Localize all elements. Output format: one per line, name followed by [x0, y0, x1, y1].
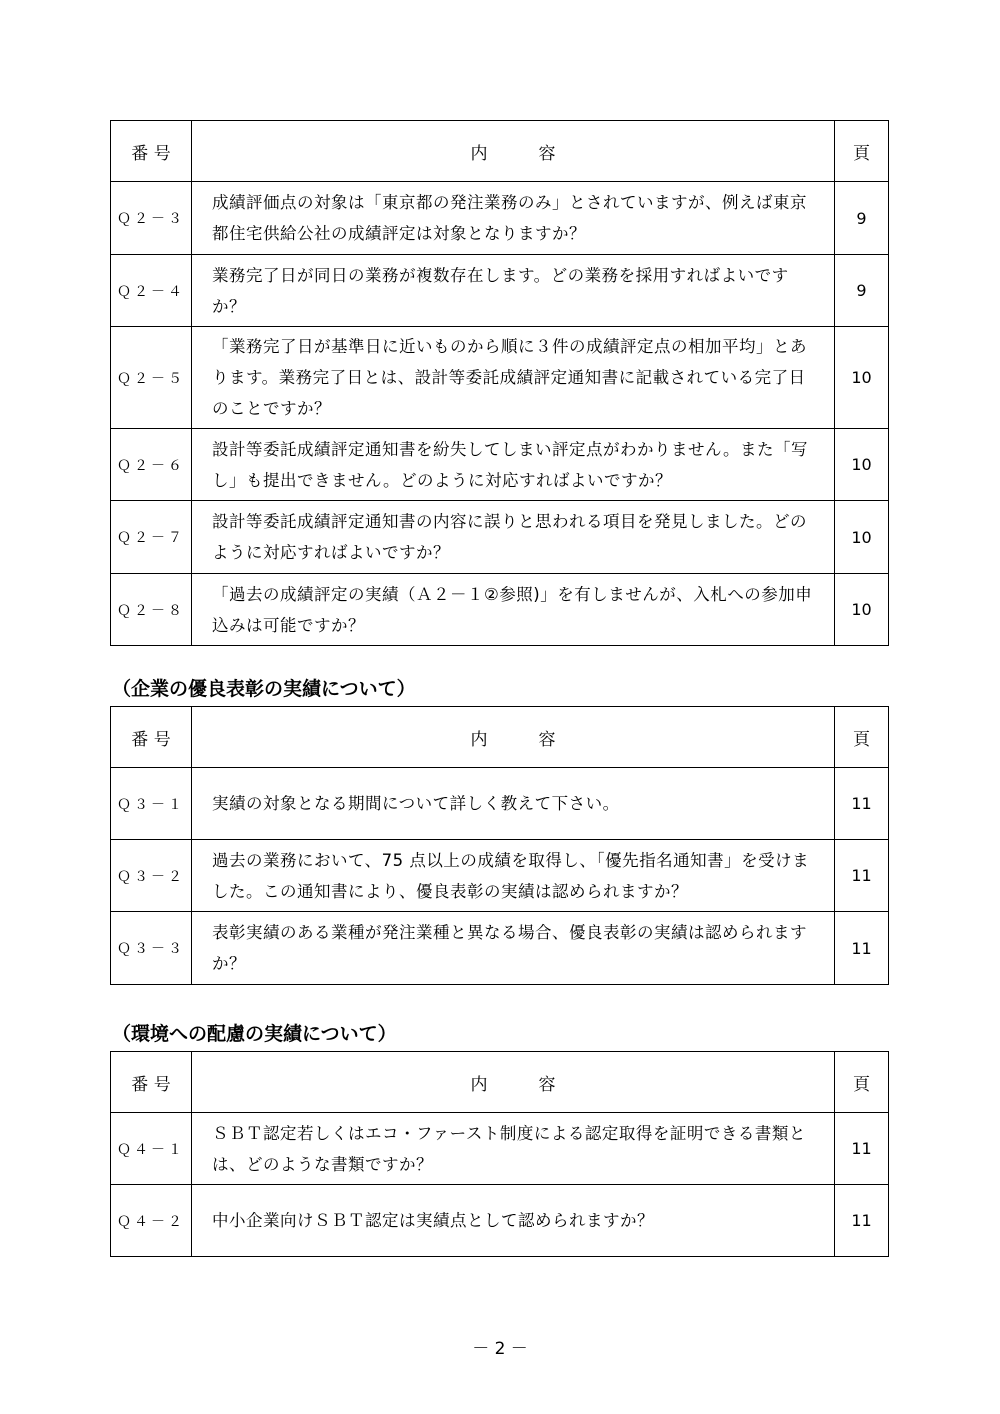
page-number: － 2 －	[472, 1339, 528, 1359]
table-row	[111, 255, 889, 327]
table-row	[111, 574, 889, 646]
question-text: 設計等委託成績評定通知書の内容に誤りと思われる項目を発見しました。どのように対応すればよいですか？	[192, 501, 835, 574]
question-number: Ｑ３－３	[111, 912, 192, 985]
question-text: 業務完了日が同日の業務が複数存在します。どの業務を採用すればよいですか？	[192, 255, 835, 327]
header-content: 内 容	[192, 1052, 835, 1113]
question-number: Ｑ２－５	[111, 327, 192, 429]
section-heading-awards: （企業の優良表彰の実績について）	[112, 678, 416, 700]
faq-table-environment	[110, 1051, 889, 1257]
table-header-row	[111, 707, 889, 768]
page-ref: 10	[835, 501, 889, 574]
table-row	[111, 768, 889, 840]
table-row	[111, 1113, 889, 1185]
faq-table-performance-score	[110, 120, 889, 646]
question-number: Ｑ２－８	[111, 574, 192, 646]
question-number: Ｑ４－２	[111, 1185, 192, 1257]
table-row	[111, 182, 889, 255]
question-number: Ｑ２－３	[111, 182, 192, 255]
table-header-row	[111, 1052, 889, 1113]
question-text: 「過去の成績評定の実績（Ａ２－１②参照)」を有しませんが、入札への参加申込みは可能ですか？	[192, 574, 835, 646]
question-number: Ｑ３－２	[111, 840, 192, 912]
header-page: 頁	[835, 707, 889, 768]
question-number: Ｑ３－１	[111, 768, 192, 840]
question-text: 実績の対象となる期間について詳しく教えて下さい。	[192, 768, 835, 840]
header-number: 番 号	[111, 707, 192, 768]
table-header-row	[111, 121, 889, 182]
page-ref: 10	[835, 327, 889, 429]
question-number: Ｑ２－６	[111, 429, 192, 501]
page-ref: 9	[835, 255, 889, 327]
question-number: Ｑ２－４	[111, 255, 192, 327]
question-text: 表彰実績のある業種が発注業種と異なる場合、優良表彰の実績は認められますか？	[192, 912, 835, 985]
page-ref: 11	[835, 1113, 889, 1185]
page-ref: 10	[835, 574, 889, 646]
question-text: 過去の業務において、75 点以上の成績を取得し、「優先指名通知書」を受けました。この通知書により、優良表彰の実績は認められますか？	[192, 840, 835, 912]
header-content: 内 容	[192, 707, 835, 768]
header-number: 番 号	[111, 1052, 192, 1113]
table-row	[111, 429, 889, 501]
page-ref: 11	[835, 840, 889, 912]
question-number: Ｑ２－７	[111, 501, 192, 574]
table-row	[111, 1185, 889, 1257]
page-ref: 11	[835, 768, 889, 840]
page-ref: 10	[835, 429, 889, 501]
header-content: 内 容	[192, 121, 835, 182]
question-text: 中小企業向けＳＢＴ認定は実績点として認められますか？	[192, 1185, 835, 1257]
table-row	[111, 327, 889, 429]
header-page: 頁	[835, 121, 889, 182]
header-page: 頁	[835, 1052, 889, 1113]
page-ref: 11	[835, 1185, 889, 1257]
table-row	[111, 501, 889, 574]
faq-table-awards	[110, 706, 889, 985]
question-text: 設計等委託成績評定通知書を紛失してしまい評定点がわかりません。また「写し」も提出できません。どのように対応すればよいですか？	[192, 429, 835, 501]
table-row	[111, 912, 889, 985]
question-number: Ｑ４－１	[111, 1113, 192, 1185]
header-number: 番 号	[111, 121, 192, 182]
question-text: 成績評価点の対象は「東京都の発注業務のみ」とされていますが、例えば東京都住宅供給公社の成績評定は対象となりますか？	[192, 182, 835, 255]
question-text: ＳＢＴ認定若しくはエコ・ファースト制度による認定取得を証明できる書類とは、どのような書類ですか？	[192, 1113, 835, 1185]
table-row	[111, 840, 889, 912]
question-text: 「業務完了日が基準日に近いものから順に３件の成績評定点の相加平均」とあります。業務完了日とは、設計等委託成績評定通知書に記載されている完了日のことですか？	[192, 327, 835, 429]
page-ref: 9	[835, 182, 889, 255]
section-heading-environment: （環境への配慮の実績について）	[112, 1023, 397, 1045]
page-ref: 11	[835, 912, 889, 985]
